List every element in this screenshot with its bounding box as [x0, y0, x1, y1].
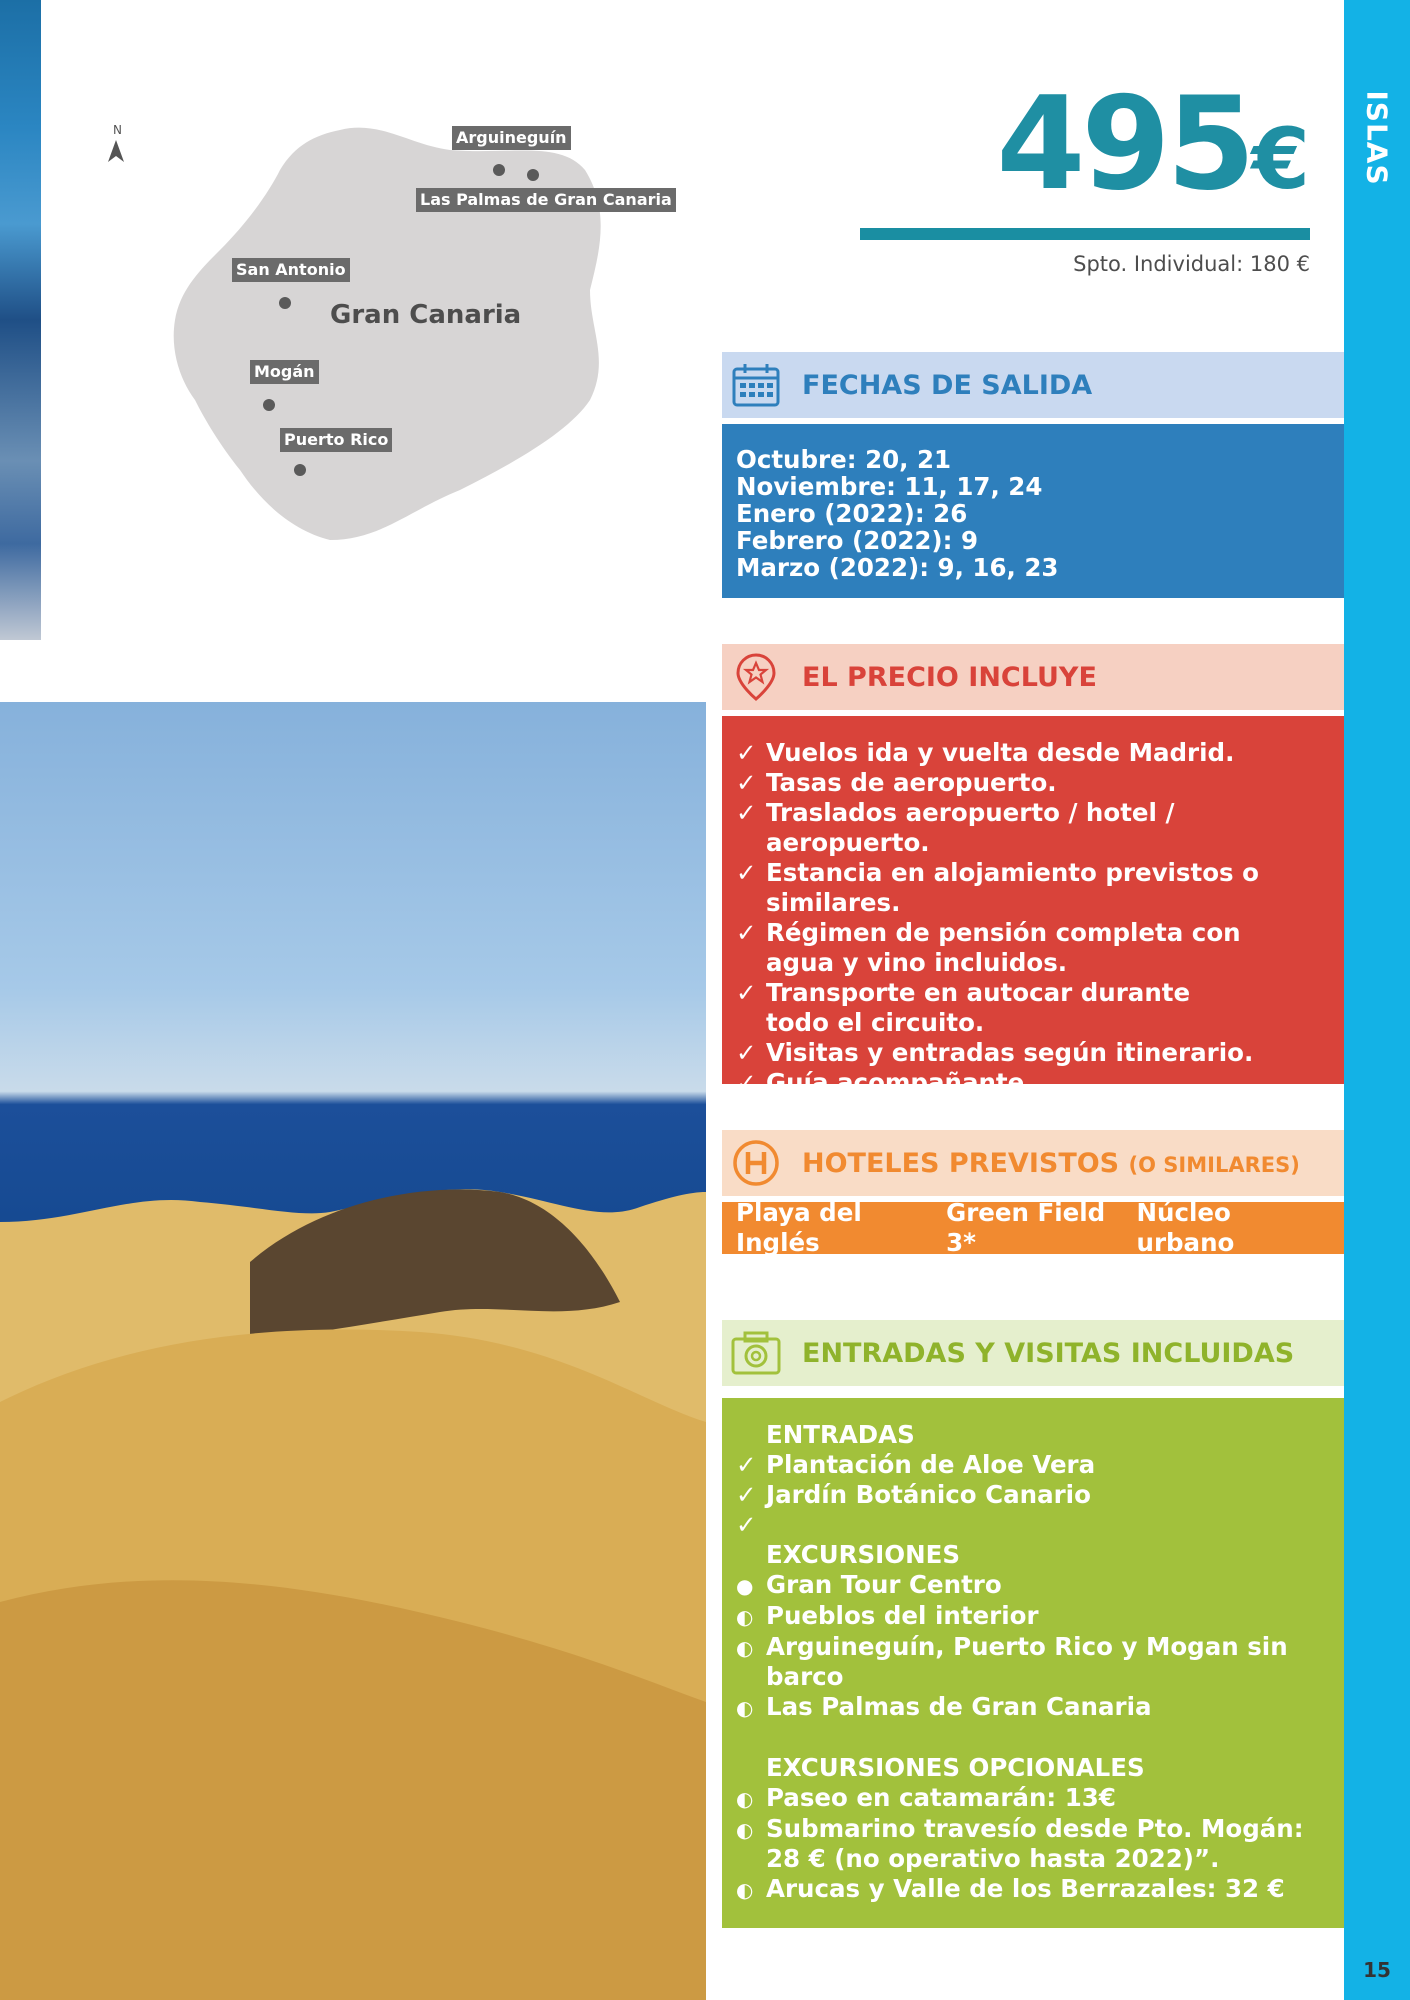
- hotel-name: Green Field 3*: [946, 1198, 1106, 1257]
- half-day-icon: [1000, 1925, 1030, 1956]
- map-label-puerto-rico: Puerto Rico: [280, 428, 392, 452]
- incluye-item: ✓ Transporte en autocar durante todo el circuito.: [736, 978, 1191, 1037]
- incluye-item: ✓ Tasas de aeropuerto.: [736, 768, 1057, 797]
- price-underline: [860, 228, 1310, 240]
- entrada-item: ✓: [736, 1510, 757, 1539]
- map-label-san-antonio: San Antonio: [232, 258, 350, 282]
- camera-icon: [728, 1325, 784, 1381]
- half-day-icon: [736, 1692, 766, 1723]
- half-day-icon: [736, 1814, 766, 1874]
- incluye-item: ✓ Vuelos ida y vuelta desde Madrid.: [736, 738, 1235, 767]
- half-day-icon: [736, 1632, 766, 1692]
- fechas-header: [722, 352, 1344, 418]
- section-label: [1344, 88, 1410, 188]
- star-badge-icon: [728, 649, 784, 705]
- island-map: [90, 100, 690, 560]
- section-band: [1344, 0, 1410, 2000]
- section-label-text: ISLAS: [1360, 90, 1394, 186]
- fecha-line: Octubre: 20, 21: [736, 445, 952, 474]
- entrada-item: ✓ Plantación de Aloe Vera: [736, 1450, 1096, 1479]
- hotel-location: Playa del Inglés: [736, 1198, 862, 1257]
- hoteles-body: [722, 1198, 1344, 1257]
- map-island-name: Gran Canaria: [330, 300, 522, 330]
- entrada-item: ✓ Jardín Botánico Canario: [736, 1480, 1091, 1509]
- hotel-zone: Núcleo urbano: [1136, 1198, 1235, 1257]
- hotel-icon: [728, 1135, 784, 1191]
- hoteles-title-main: HOTELES PREVISTOS: [802, 1147, 1120, 1179]
- hoteles-title-suffix: (O SIMILARES): [1128, 1152, 1300, 1177]
- single-supplement: Spto. Individual: 180 €: [1073, 252, 1310, 276]
- incluye-item: ✓ Régimen de pensión completa con agua y vino incluidos.: [736, 918, 1241, 977]
- fecha-line: Febrero (2022): 9: [736, 526, 978, 555]
- north-arrow-icon: [104, 120, 134, 170]
- page-number: 15: [1363, 1958, 1391, 1982]
- price-currency: €: [1251, 110, 1306, 208]
- legend-half-day: ◐ Medio día: [1000, 1925, 1165, 1956]
- fechas-title: FECHAS DE SALIDA: [802, 369, 1093, 401]
- opcional-item: ◐ Submarino travesío desde Pto. Mogán: 28 € (no operativo hasta 2022)”.: [736, 1814, 1334, 1874]
- opcional-item: ◐ Paseo en catamarán: 13€: [736, 1783, 1334, 1814]
- full-day-icon: [736, 1570, 766, 1601]
- full-day-icon: [736, 1925, 766, 1956]
- incluye-item: ✓ Guía acompañante.: [736, 1068, 1034, 1097]
- incluye-item: ✓ Traslados aeropuerto / hotel / aeropuerto.: [736, 798, 1175, 857]
- price-value: 495: [996, 70, 1252, 219]
- entradas-heading: ENTRADAS: [766, 1420, 915, 1449]
- excursion-item: ◐ Arguineguín, Puerto Rico y Mogan sin barco: [736, 1632, 1334, 1692]
- north-letter: N: [113, 123, 122, 137]
- incluye-body: [722, 716, 1344, 1127]
- hoteles-title: [802, 1148, 1300, 1179]
- incluye-item: ✓ Visitas y entradas según itinerario.: [736, 1038, 1254, 1067]
- excursion-item: ◐ Las Palmas de Gran Canaria: [736, 1692, 1334, 1723]
- map-label-arguineguin: Arguineguín: [452, 126, 571, 150]
- calendar-icon: [728, 357, 784, 413]
- fechas-body: [722, 424, 1344, 598]
- entradas-body: [722, 1398, 1344, 1954]
- legend-full-day: ● Día completo: [736, 1925, 1000, 1956]
- entradas-header: [722, 1320, 1344, 1386]
- harbor-photo-strip: [0, 0, 41, 640]
- excursiones-heading: EXCURSIONES: [766, 1540, 960, 1569]
- incluye-item: ✓ Seguro obligatorio de viaje.: [736, 1098, 1151, 1127]
- dunes-photo: [0, 702, 706, 2000]
- map-label-las-palmas: Las Palmas de Gran Canaria: [416, 188, 676, 212]
- incluye-title: EL PRECIO INCLUYE: [802, 661, 1097, 693]
- opcional-item: ◐ Arucas y Valle de los Berrazales: 32 €: [736, 1874, 1334, 1905]
- opcionales-heading: EXCURSIONES OPCIONALES: [766, 1753, 1145, 1782]
- fecha-line: Noviembre: 11, 17, 24: [736, 472, 1043, 501]
- hoteles-header: [722, 1130, 1344, 1196]
- half-day-icon: [736, 1601, 766, 1632]
- entradas-title: ENTRADAS Y VISITAS INCLUIDAS: [802, 1337, 1295, 1369]
- legend: [736, 1925, 1334, 1956]
- incluye-header: [722, 644, 1344, 710]
- price-amount: [996, 70, 1306, 234]
- map-label-mogan: Mogán: [250, 360, 319, 384]
- half-day-icon: [736, 1874, 766, 1905]
- half-day-icon: [736, 1783, 766, 1814]
- fecha-line: Marzo (2022): 9, 16, 23: [736, 553, 1059, 582]
- excursion-item: ◐ Pueblos del interior: [736, 1601, 1334, 1632]
- fecha-line: Enero (2022): 26: [736, 499, 968, 528]
- incluye-item: ✓ Estancia en alojamiento previstos o similares.: [736, 858, 1260, 917]
- excursion-item: ● Gran Tour Centro: [736, 1570, 1334, 1601]
